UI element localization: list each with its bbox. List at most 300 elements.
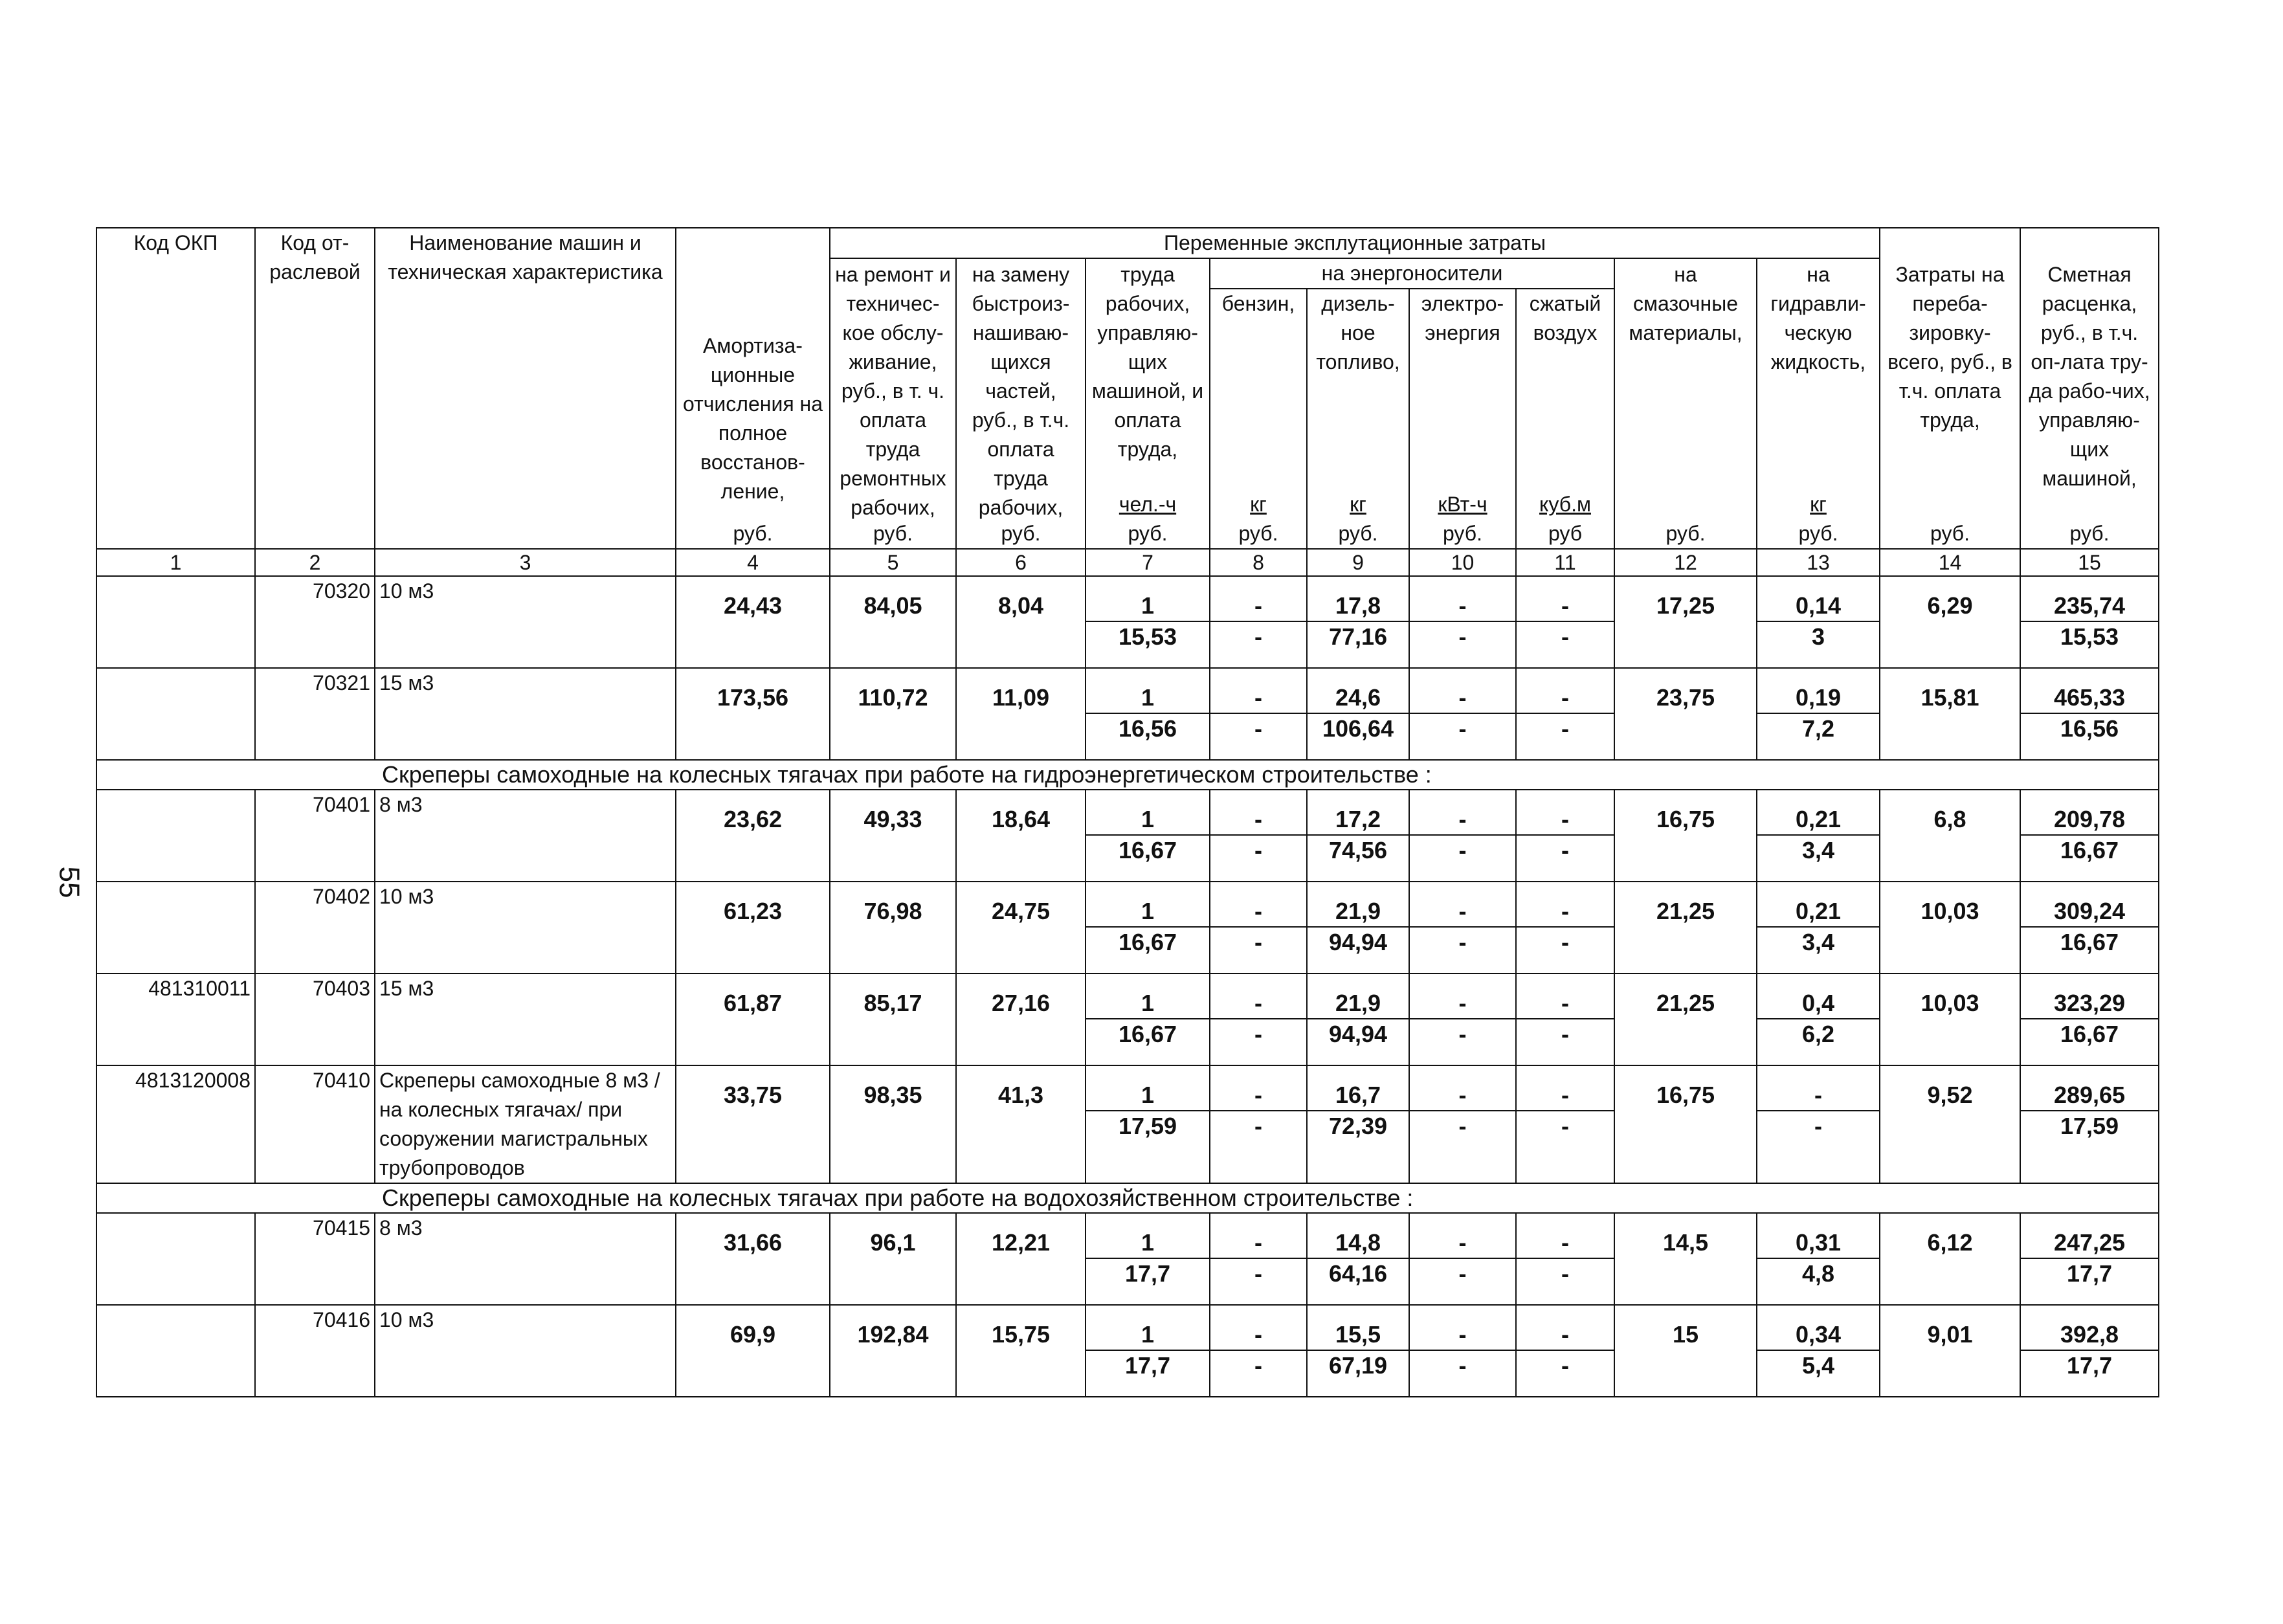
hydraulic-cell — [1757, 973, 1880, 1065]
diesel-cell-top: 14,8 — [1308, 1228, 1409, 1259]
electricity-cell-top: - — [1410, 805, 1515, 836]
petrol-cell-top: - — [1210, 591, 1306, 622]
electricity-cell-top: - — [1410, 591, 1515, 622]
estimated-rate-cell-bottom: 17,7 — [2066, 1260, 2113, 1287]
electricity-cell-top: - — [1410, 1080, 1515, 1111]
header-parts — [956, 258, 1086, 549]
header-repair-text: на ремонт и техничес-кое обслу-живание, руб., в т. ч. оплата труда ремонтных рабочих, — [835, 263, 951, 519]
labor-cell — [1086, 882, 1210, 973]
electricity-cell-top: - — [1410, 896, 1515, 928]
labor-cell-top: 1 — [1086, 1320, 1209, 1351]
diesel-cell — [1307, 790, 1409, 882]
petrol-cell-bottom: - — [1254, 715, 1262, 742]
hydraulic-cell — [1757, 668, 1880, 760]
petrol-cell-top: - — [1210, 683, 1306, 714]
petrol-cell-top: - — [1210, 1080, 1306, 1111]
estimated-rate-cell — [2020, 790, 2159, 882]
header-electricity-text: электро-энергия — [1421, 292, 1504, 344]
hydraulic-cell-top: 0,31 — [1757, 1228, 1879, 1259]
estimated-rate-cell-top: 209,78 — [2021, 805, 2158, 836]
labor-cell-bottom: 16,67 — [1118, 929, 1177, 955]
compressed-air-cell-top: - — [1517, 896, 1614, 928]
parts-cell: 12,21 — [956, 1213, 1086, 1305]
okp-code-cell — [96, 1305, 255, 1397]
lubricants-cell: 16,75 — [1614, 1065, 1757, 1183]
electricity-cell — [1409, 973, 1516, 1065]
compressed-air-cell-bottom: - — [1561, 1260, 1569, 1287]
electricity-cell-bottom: - — [1458, 1021, 1467, 1047]
hydraulic-cell-bottom: 3,4 — [1801, 837, 1835, 863]
header-machine-name: Наименование машин и техническая характеристика — [375, 228, 676, 549]
column-number: 13 — [1757, 549, 1880, 576]
estimated-rate-cell-top: 235,74 — [2021, 591, 2158, 622]
repair-cell: 96,1 — [830, 1213, 956, 1305]
compressed-air-cell — [1516, 973, 1614, 1065]
amortization-cell: 61,23 — [676, 882, 830, 973]
header-variable-costs: Переменные эксплутационные затраты — [830, 228, 1880, 258]
compressed-air-cell-bottom: - — [1561, 1113, 1569, 1139]
group-heading-hydro-title: Скреперы самоходные на колесных тягачах при работе на гидроэнергетическом строительстве : — [96, 760, 2159, 790]
compressed-air-cell — [1516, 1305, 1614, 1397]
parts-cell: 41,3 — [956, 1065, 1086, 1183]
compressed-air-cell-top: - — [1517, 591, 1614, 622]
compressed-air-cell-top: - — [1517, 988, 1614, 1019]
okp-code-cell — [96, 882, 255, 973]
machine-name-cell: 10 м3 — [375, 576, 676, 668]
okp-code-cell — [96, 1213, 255, 1305]
estimated-rate-cell-top: 465,33 — [2021, 683, 2158, 714]
header-diesel-unit-rub: руб. — [1338, 522, 1378, 545]
electricity-cell-bottom: - — [1458, 1352, 1467, 1379]
header-compressed-air-unit-rub: руб — [1548, 522, 1583, 545]
group-heading-water-title: Скреперы самоходные на колесных тягачах при работе на водохозяйственном строительстве : — [96, 1183, 2159, 1213]
petrol-cell — [1210, 1305, 1307, 1397]
header-amortization-unit: руб. — [733, 522, 773, 545]
table-row — [96, 576, 2159, 668]
labor-cell — [1086, 1213, 1210, 1305]
column-number: 10 — [1409, 549, 1516, 576]
header-petrol-unit-kg: кг — [1250, 493, 1267, 516]
estimated-rate-cell-top: 247,25 — [2021, 1228, 2158, 1259]
header-repair — [830, 258, 956, 549]
header-petrol-unit-rub: руб. — [1238, 522, 1278, 545]
petrol-cell-top: - — [1210, 1228, 1306, 1259]
column-number: 5 — [830, 549, 956, 576]
diesel-cell-top: 15,5 — [1308, 1320, 1409, 1351]
repair-cell: 84,05 — [830, 576, 956, 668]
hydraulic-cell-bottom: 4,8 — [1801, 1260, 1835, 1287]
labor-cell-bottom: 16,67 — [1118, 1021, 1177, 1047]
amortization-cell: 31,66 — [676, 1213, 830, 1305]
header-electricity-unit-kwh: кВт-ч — [1438, 493, 1487, 516]
compressed-air-cell — [1516, 1065, 1614, 1183]
repair-cell: 98,35 — [830, 1065, 956, 1183]
column-number: 1 — [96, 549, 255, 576]
diesel-cell — [1307, 576, 1409, 668]
table-row — [96, 882, 2159, 973]
repair-cell: 85,17 — [830, 973, 956, 1065]
diesel-cell-bottom: 64,16 — [1328, 1260, 1388, 1287]
hydraulic-cell-bottom: - — [1814, 1113, 1822, 1139]
branch-code-cell: 70403 — [255, 973, 375, 1065]
branch-code-cell: 70402 — [255, 882, 375, 973]
labor-cell-top: 1 — [1086, 683, 1209, 714]
diesel-cell-bottom: 74,56 — [1328, 837, 1388, 863]
header-labor-unit-hours: чел.-ч — [1119, 493, 1177, 516]
machine-name-cell: 15 м3 — [375, 973, 676, 1065]
machine-name-cell: 8 м3 — [375, 1213, 676, 1305]
hydraulic-cell — [1757, 1305, 1880, 1397]
header-hydraulic-text: на гидравли-ческую жидкость, — [1770, 263, 1866, 373]
repair-cell: 110,72 — [830, 668, 956, 760]
hydraulic-cell — [1757, 1065, 1880, 1183]
lubricants-cell: 23,75 — [1614, 668, 1757, 760]
repair-cell: 49,33 — [830, 790, 956, 882]
estimated-rate-cell-bottom: 15,53 — [2060, 623, 2119, 650]
hydraulic-cell-bottom: 5,4 — [1801, 1352, 1835, 1379]
relocation-cell: 10,03 — [1880, 973, 2020, 1065]
parts-cell: 8,04 — [956, 576, 1086, 668]
header-estimated-rate-text: Сметная расценка, руб., в т.ч. оп-лата тру-да рабо-чих, управляю-щих машиной, — [2029, 263, 2150, 490]
machine-name-cell: 10 м3 — [375, 882, 676, 973]
compressed-air-cell — [1516, 790, 1614, 882]
amortization-cell: 173,56 — [676, 668, 830, 760]
labor-cell — [1086, 790, 1210, 882]
estimated-rate-cell — [2020, 1213, 2159, 1305]
header-labor-unit-rub: руб. — [1128, 522, 1168, 545]
electricity-cell — [1409, 790, 1516, 882]
compressed-air-cell — [1516, 882, 1614, 973]
header-relocation — [1880, 228, 2020, 549]
hydraulic-cell-bottom: 3 — [1811, 623, 1825, 650]
hydraulic-cell-top: 0,19 — [1757, 683, 1879, 714]
petrol-cell — [1210, 668, 1307, 760]
header-diesel-unit-kg: кг — [1350, 493, 1366, 516]
labor-cell-bottom: 17,59 — [1118, 1113, 1177, 1139]
branch-code-cell: 70410 — [255, 1065, 375, 1183]
table-row — [96, 668, 2159, 760]
header-compressed-air-text: сжатый воздух — [1529, 292, 1601, 344]
electricity-cell-top: - — [1410, 1320, 1515, 1351]
compressed-air-cell-top: - — [1517, 683, 1614, 714]
estimated-rate-cell-bottom: 17,7 — [2066, 1352, 2113, 1379]
hydraulic-cell — [1757, 1213, 1880, 1305]
column-number: 12 — [1614, 549, 1757, 576]
relocation-cell: 6,12 — [1880, 1213, 2020, 1305]
labor-cell — [1086, 1305, 1210, 1397]
estimated-rate-cell-top: 309,24 — [2021, 896, 2158, 928]
column-number: 2 — [255, 549, 375, 576]
electricity-cell-top: - — [1410, 683, 1515, 714]
header-relocation-text: Затраты на переба-зировку-всего, руб., в т.ч. оплата труда, — [1888, 263, 2012, 432]
okp-code-cell: 4813120008 — [96, 1065, 255, 1183]
diesel-cell — [1307, 1065, 1409, 1183]
table-body — [96, 576, 2159, 1397]
labor-cell-bottom: 15,53 — [1118, 623, 1177, 650]
labor-cell-bottom: 17,7 — [1124, 1352, 1171, 1379]
diesel-cell-top: 24,6 — [1308, 683, 1409, 714]
labor-cell — [1086, 1065, 1210, 1183]
column-number: 9 — [1307, 549, 1409, 576]
estimated-rate-cell — [2020, 576, 2159, 668]
hydraulic-cell-top: 0,21 — [1757, 805, 1879, 836]
estimated-rate-cell-top: 323,29 — [2021, 988, 2158, 1019]
header-petrol-text: бензин, — [1221, 292, 1295, 315]
diesel-cell — [1307, 1213, 1409, 1305]
labor-cell — [1086, 668, 1210, 760]
header-lubricants-text: на смазочные материалы, — [1629, 263, 1743, 344]
petrol-cell — [1210, 882, 1307, 973]
compressed-air-cell-bottom: - — [1561, 837, 1569, 863]
branch-code-cell: 70415 — [255, 1213, 375, 1305]
machine-name-cell: 10 м3 — [375, 1305, 676, 1397]
petrol-cell-bottom: - — [1254, 837, 1262, 863]
okp-code-cell — [96, 668, 255, 760]
branch-code-cell: 70320 — [255, 576, 375, 668]
parts-cell: 24,75 — [956, 882, 1086, 973]
diesel-cell-bottom: 94,94 — [1328, 929, 1388, 955]
compressed-air-cell — [1516, 668, 1614, 760]
header-electricity-unit-rub: руб. — [1442, 522, 1482, 545]
diesel-cell-bottom: 106,64 — [1322, 715, 1394, 742]
diesel-cell — [1307, 882, 1409, 973]
relocation-cell: 6,8 — [1880, 790, 2020, 882]
repair-cell: 192,84 — [830, 1305, 956, 1397]
compressed-air-cell-bottom: - — [1561, 1352, 1569, 1379]
estimated-rate-cell — [2020, 1065, 2159, 1183]
amortization-cell: 61,87 — [676, 973, 830, 1065]
labor-cell-top: 1 — [1086, 591, 1209, 622]
amortization-cell: 23,62 — [676, 790, 830, 882]
hydraulic-cell-bottom: 6,2 — [1801, 1021, 1835, 1047]
column-number: 8 — [1210, 549, 1307, 576]
table-row — [96, 1065, 2159, 1183]
column-number: 15 — [2020, 549, 2159, 576]
diesel-cell — [1307, 973, 1409, 1065]
electricity-cell-top: - — [1410, 1228, 1515, 1259]
header-amortization-text: Амортиза-ционные отчисления на полное восстанов-ление, — [683, 334, 823, 503]
labor-cell — [1086, 973, 1210, 1065]
machine-rates-table — [96, 227, 2159, 1397]
header-lubricants-unit: руб. — [1665, 522, 1706, 545]
header-labor — [1086, 258, 1210, 549]
labor-cell — [1086, 576, 1210, 668]
estimated-rate-cell — [2020, 973, 2159, 1065]
header-diesel-text: дизель-ное топливо, — [1316, 292, 1400, 373]
diesel-cell-bottom: 94,94 — [1328, 1021, 1388, 1047]
hydraulic-cell-top: 0,21 — [1757, 896, 1879, 928]
hydraulic-cell — [1757, 576, 1880, 668]
header-parts-text: на замену быстроиз-нашиваю-щихся частей, руб., в т.ч. оплата труда рабочих, — [972, 263, 1070, 519]
compressed-air-cell-bottom: - — [1561, 623, 1569, 650]
petrol-cell-top: - — [1210, 896, 1306, 928]
compressed-air-cell-top: - — [1517, 1228, 1614, 1259]
estimated-rate-cell-top: 289,65 — [2021, 1080, 2158, 1111]
okp-code-cell — [96, 790, 255, 882]
column-number: 4 — [676, 549, 830, 576]
compressed-air-cell-top: - — [1517, 1080, 1614, 1111]
relocation-cell: 10,03 — [1880, 882, 2020, 973]
header-diesel — [1307, 289, 1409, 549]
diesel-cell-top: 17,8 — [1308, 591, 1409, 622]
estimated-rate-cell — [2020, 668, 2159, 760]
hydraulic-cell — [1757, 882, 1880, 973]
electricity-cell — [1409, 1065, 1516, 1183]
amortization-cell: 24,43 — [676, 576, 830, 668]
header-energy: на энергоносители — [1210, 258, 1614, 289]
hydraulic-cell-top: 0,4 — [1757, 988, 1879, 1019]
petrol-cell-top: - — [1210, 1320, 1306, 1351]
hydraulic-cell-top: 0,14 — [1757, 591, 1879, 622]
table-row — [96, 790, 2159, 882]
parts-cell: 15,75 — [956, 1305, 1086, 1397]
petrol-cell — [1210, 1065, 1307, 1183]
header-petrol — [1210, 289, 1307, 549]
compressed-air-cell — [1516, 576, 1614, 668]
diesel-cell-bottom: 72,39 — [1328, 1113, 1388, 1139]
electricity-cell — [1409, 668, 1516, 760]
relocation-cell: 15,81 — [1880, 668, 2020, 760]
diesel-cell — [1307, 668, 1409, 760]
electricity-cell — [1409, 1305, 1516, 1397]
header-repair-unit: руб. — [873, 522, 913, 545]
header-labor-text: труда рабочих, управляю-щих машиной, и оплата труда, — [1091, 263, 1204, 461]
petrol-cell-top: - — [1210, 988, 1306, 1019]
relocation-cell: 9,01 — [1880, 1305, 2020, 1397]
relocation-cell: 6,29 — [1880, 576, 2020, 668]
column-numbers-row — [96, 549, 2159, 576]
petrol-cell-bottom: - — [1254, 929, 1262, 955]
diesel-cell-top: 21,9 — [1308, 988, 1409, 1019]
header-estimated-rate-unit: руб. — [2069, 522, 2110, 545]
labor-cell-top: 1 — [1086, 805, 1209, 836]
header-lubricants — [1614, 258, 1757, 549]
petrol-cell — [1210, 973, 1307, 1065]
lubricants-cell: 15 — [1614, 1305, 1757, 1397]
table-row — [96, 1305, 2159, 1397]
petrol-cell — [1210, 790, 1307, 882]
amortization-cell: 69,9 — [676, 1305, 830, 1397]
header-hydraulic-unit-rub: руб. — [1798, 522, 1838, 545]
header-hydraulic-unit-kg: кг — [1810, 493, 1827, 516]
machine-name-cell: 15 м3 — [375, 668, 676, 760]
parts-cell: 11,09 — [956, 668, 1086, 760]
electricity-cell-bottom: - — [1458, 837, 1467, 863]
hydraulic-cell-top: 0,34 — [1757, 1320, 1879, 1351]
diesel-cell-top: 17,2 — [1308, 805, 1409, 836]
hydraulic-cell — [1757, 790, 1880, 882]
petrol-cell — [1210, 576, 1307, 668]
electricity-cell — [1409, 882, 1516, 973]
repair-cell: 76,98 — [830, 882, 956, 973]
petrol-cell-bottom: - — [1254, 1260, 1262, 1287]
labor-cell-top: 1 — [1086, 896, 1209, 928]
electricity-cell-bottom: - — [1458, 1113, 1467, 1139]
group-heading-water — [96, 1183, 2159, 1213]
electricity-cell — [1409, 1213, 1516, 1305]
column-number: 7 — [1086, 549, 1210, 576]
compressed-air-cell-bottom: - — [1561, 715, 1569, 742]
petrol-cell-bottom: - — [1254, 1021, 1262, 1047]
parts-cell: 18,64 — [956, 790, 1086, 882]
labor-cell-top: 1 — [1086, 1080, 1209, 1111]
column-number: 11 — [1516, 549, 1614, 576]
header-amortization — [676, 228, 830, 549]
lubricants-cell: 16,75 — [1614, 790, 1757, 882]
hydraulic-cell-bottom: 3,4 — [1801, 929, 1835, 955]
labor-cell-bottom: 16,56 — [1118, 715, 1177, 742]
estimated-rate-cell-top: 392,8 — [2021, 1320, 2158, 1351]
estimated-rate-cell-bottom: 16,67 — [2060, 837, 2119, 863]
okp-code-cell — [96, 576, 255, 668]
machine-name-cell: Скреперы самоходные 8 м3 /на колесных тягачах/ при сооружении магистральных трубопроводов — [375, 1065, 676, 1183]
electricity-cell-bottom: - — [1458, 1260, 1467, 1287]
electricity-cell — [1409, 576, 1516, 668]
labor-cell-bottom: 17,7 — [1124, 1260, 1171, 1287]
labor-cell-top: 1 — [1086, 988, 1209, 1019]
header-parts-unit: руб. — [1001, 522, 1041, 545]
electricity-cell-bottom: - — [1458, 623, 1467, 650]
header-okp-code: Код ОКП — [96, 228, 255, 549]
amortization-cell: 33,75 — [676, 1065, 830, 1183]
petrol-cell — [1210, 1213, 1307, 1305]
petrol-cell-top: - — [1210, 805, 1306, 836]
diesel-cell — [1307, 1305, 1409, 1397]
compressed-air-cell-top: - — [1517, 1320, 1614, 1351]
okp-code-cell: 481310011 — [96, 973, 255, 1065]
labor-cell-top: 1 — [1086, 1228, 1209, 1259]
estimated-rate-cell-bottom: 16,67 — [2060, 929, 2119, 955]
diesel-cell-top: 21,9 — [1308, 896, 1409, 928]
petrol-cell-bottom: - — [1254, 1352, 1262, 1379]
group-heading-hydro — [96, 760, 2159, 790]
lubricants-cell: 14,5 — [1614, 1213, 1757, 1305]
column-number: 14 — [1880, 549, 2020, 576]
estimated-rate-cell — [2020, 882, 2159, 973]
estimated-rate-cell-bottom: 16,67 — [2060, 1021, 2119, 1047]
compressed-air-cell — [1516, 1213, 1614, 1305]
electricity-cell-top: - — [1410, 988, 1515, 1019]
table-row — [96, 973, 2159, 1065]
page-number: 55 — [53, 866, 85, 898]
hydraulic-cell-top: - — [1757, 1080, 1879, 1111]
header-hydraulic — [1757, 258, 1880, 549]
compressed-air-cell-bottom: - — [1561, 1021, 1569, 1047]
estimated-rate-cell — [2020, 1305, 2159, 1397]
header-relocation-unit: руб. — [1930, 522, 1970, 545]
petrol-cell-bottom: - — [1254, 1113, 1262, 1139]
header-estimated-rate — [2020, 228, 2159, 549]
relocation-cell: 9,52 — [1880, 1065, 2020, 1183]
lubricants-cell: 21,25 — [1614, 882, 1757, 973]
hydraulic-cell-bottom: 7,2 — [1801, 715, 1835, 742]
lubricants-cell: 21,25 — [1614, 973, 1757, 1065]
compressed-air-cell-top: - — [1517, 805, 1614, 836]
column-number: 3 — [375, 549, 676, 576]
compressed-air-cell-bottom: - — [1561, 929, 1569, 955]
diesel-cell-bottom: 77,16 — [1328, 623, 1388, 650]
branch-code-cell: 70416 — [255, 1305, 375, 1397]
petrol-cell-bottom: - — [1254, 623, 1262, 650]
estimated-rate-cell-bottom: 16,56 — [2060, 715, 2119, 742]
table-header — [96, 228, 2159, 576]
header-electricity — [1409, 289, 1516, 549]
column-number: 6 — [956, 549, 1086, 576]
header-compressed-air-unit-m3: куб.м — [1539, 493, 1591, 516]
table-row — [96, 1213, 2159, 1305]
diesel-cell-top: 16,7 — [1308, 1080, 1409, 1111]
header-branch-code: Код от-раслевой — [255, 228, 375, 549]
